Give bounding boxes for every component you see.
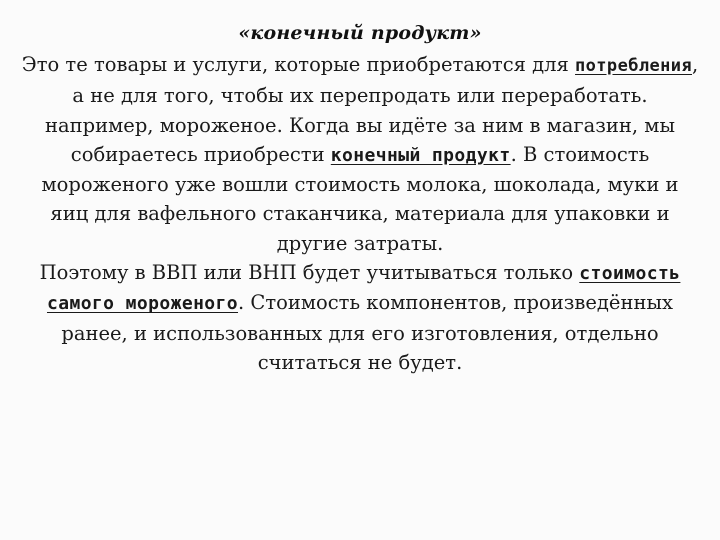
term-icecream-cost: стоимость самого мороженого [46,263,681,315]
body-text-5: . Стоимость компонентов, произведённых ранее, и использованных для его изготовления, отдельно считаться не будет. [61,291,673,374]
body-text-4: Поэтому в ВВП или ВНП будет учитываться только [39,261,580,285]
term-final-product: конечный продукт [330,144,511,166]
body-text-2: , а не для того, чтобы их перепродать или переработать. например, мороженое. Когда вы идёте за ним в магазин, мы собираетесь приобрести [45,53,699,166]
slide-body [20,50,700,377]
slide-title: «конечный продукт» [238,22,482,44]
body-text-3: . В стоимость мороженого уже вошли стоимость молока, шоколада, муки и яиц для вафельного стаканчика, материала для упаковки и другие затраты. [41,142,679,255]
body-text-1: Это те товары и услуги, которые приобретаются для [21,53,576,76]
term-consumption: потребления [575,56,693,76]
